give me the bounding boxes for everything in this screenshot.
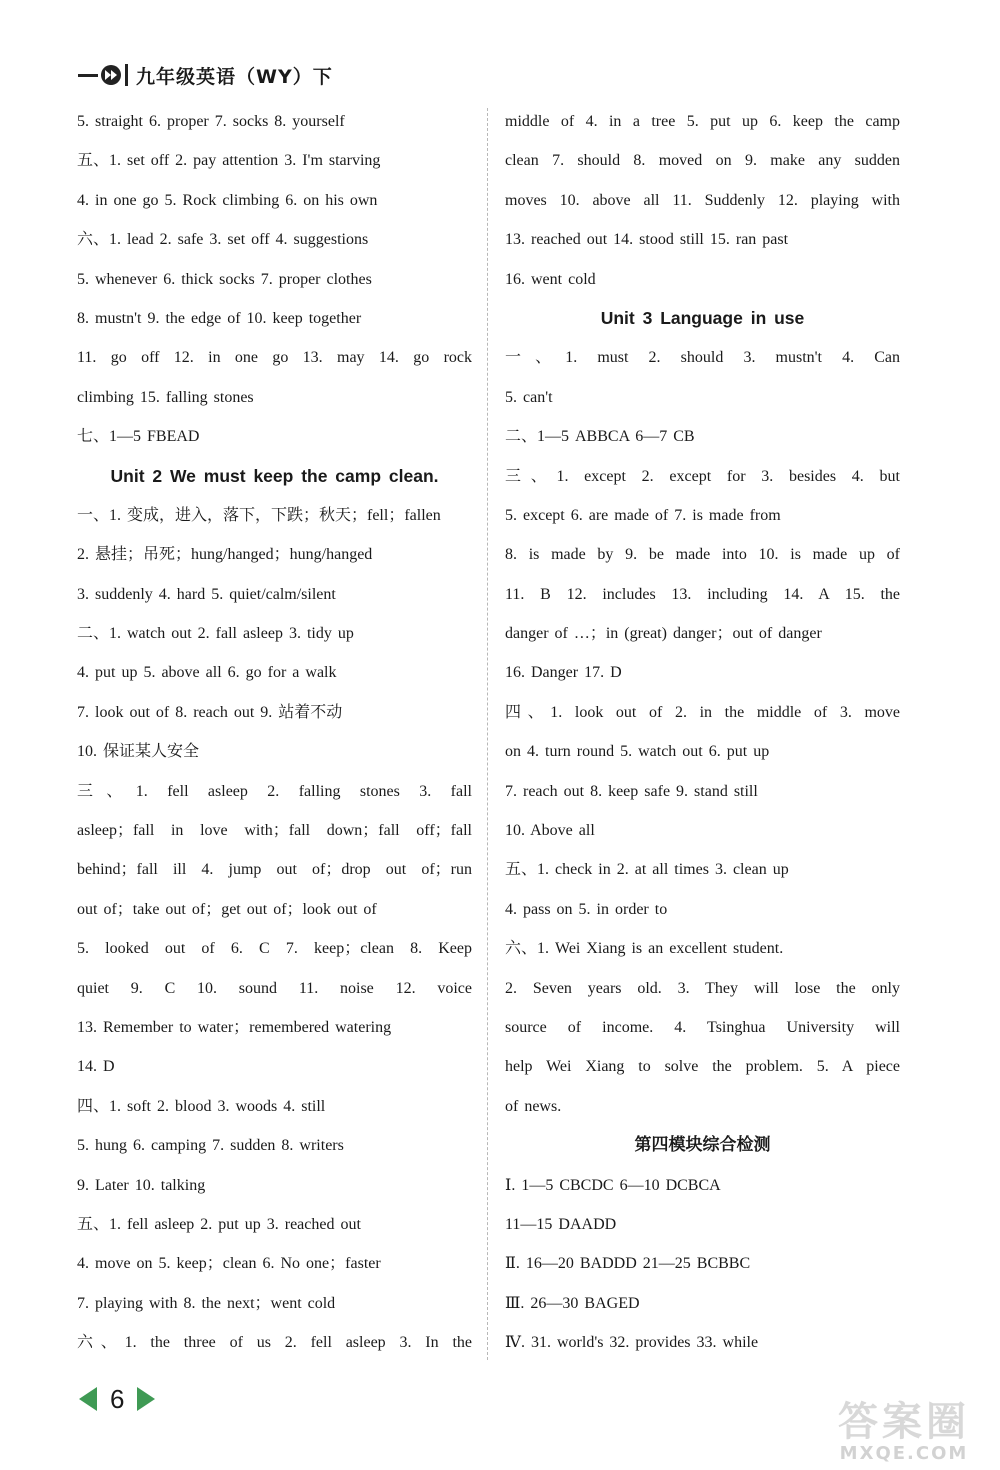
answer-line: moves 10. above all 11. Suddenly 12. playing with: [505, 191, 900, 209]
answer-line: 二、1. watch out 2. fall asleep 3. tidy up: [77, 625, 354, 643]
page-number: 6: [110, 1383, 125, 1414]
answer-line: 7. look out of 8. reach out 9. 站着不动: [77, 703, 343, 721]
answer-line: 5. hung 6. camping 7. sudden 8. writers: [77, 1137, 344, 1155]
answer-line: 五、1. set off 2. pay attention 3. I'm starving: [77, 152, 381, 170]
answer-line: 5. whenever 6. thick socks 7. proper clothes: [77, 270, 372, 288]
fast-forward-icon: [100, 64, 122, 86]
answer-line: 13. reached out 14. stood still 15. ran past: [505, 231, 789, 249]
section-heading: Unit 3 Language in use: [600, 307, 805, 328]
answer-line: quiet 9. C 10. sound 11. noise 12. voice: [77, 979, 472, 997]
answer-line: source of income. 4. Tsinghua University will: [505, 1018, 900, 1036]
answer-line: 2. Seven years old. 3. They will lose the only: [505, 979, 900, 997]
answer-line: out of；take out of；get out of；look out of: [77, 900, 377, 918]
answer-line: 三、1. fell asleep 2. falling stones 3. fall: [77, 782, 472, 800]
answer-line: 二、1—5 ABBCA 6—7 CB: [505, 428, 695, 446]
answer-line: 七、1—5 FBEAD: [77, 428, 200, 446]
answer-line: clean 7. should 8. moved on 9. make any sudden: [505, 152, 900, 170]
answer-line: Ⅲ. 26—30 BAGED: [505, 1294, 640, 1312]
answer-line: 14. D: [77, 1058, 115, 1076]
answer-line: 11—15 DAADD: [505, 1215, 617, 1233]
answer-line: 10. Above all: [505, 822, 595, 840]
answer-line: Ⅰ. 1—5 CBCDC 6—10 DCBCA: [505, 1176, 721, 1194]
answer-line: 四、1. soft 2. blood 3. woods 4. still: [77, 1097, 326, 1115]
answer-line: 11. go off 12. in one go 13. may 14. go rock: [77, 349, 472, 367]
answer-line: 4. pass on 5. in order to: [505, 900, 668, 918]
answer-line: on 4. turn round 5. watch out 6. put up: [505, 743, 770, 761]
page-footer: [78, 1381, 156, 1417]
answer-line: 4. in one go 5. Rock climbing 6. on his own: [77, 191, 378, 209]
answer-line: 13. Remember to water；remembered watering: [77, 1018, 392, 1036]
answer-line: 五、1. fell asleep 2. put up 3. reached out: [77, 1215, 361, 1233]
answer-line: 8. is made by 9. be made into 10. is made up of: [505, 546, 900, 564]
answer-line: 六、1. Wei Xiang is an excellent student.: [505, 940, 784, 958]
answer-line: 5. except 6. are made of 7. is made from: [505, 506, 781, 524]
arrow-left-icon: [78, 1386, 98, 1412]
answer-line: 五、1. check in 2. at all times 3. clean up: [505, 861, 789, 879]
answer-line: 4. put up 5. above all 6. go for a walk: [77, 664, 337, 682]
answer-line: climbing 15. falling stones: [77, 388, 254, 406]
answer-line: 六、1. the three of us 2. fell asleep 3. In the: [77, 1334, 472, 1352]
answer-line: 4. move on 5. keep；clean 6. No one；faster: [77, 1255, 381, 1273]
right-column: [505, 102, 900, 1363]
answer-line: 16. Danger 17. D: [505, 664, 622, 682]
answer-line: Ⅱ. 16—20 BADDD 21—25 BCBBC: [505, 1255, 751, 1273]
answer-line: 7. reach out 8. keep safe 9. stand still: [505, 782, 758, 800]
page-header: [78, 58, 333, 92]
answer-line: danger of …；in (great) danger；out of danger: [505, 625, 822, 643]
watermark-url: MXQE.COM: [839, 1443, 969, 1464]
answer-line: 5. straight 6. proper 7. socks 8. yourself: [77, 113, 345, 130]
left-column: [77, 102, 472, 1363]
answer-line: 一、1. must 2. should 3. mustn't 4. Can: [505, 349, 900, 367]
answer-line: middle of 4. in a tree 5. put up 6. keep the camp: [505, 113, 900, 130]
answer-line: 11. B 12. includes 13. including 14. A 15. the: [505, 585, 900, 603]
answer-line: 3. suddenly 4. hard 5. quiet/calm/silent: [77, 585, 336, 603]
answer-line: 六、1. lead 2. safe 3. set off 4. suggestions: [77, 231, 369, 249]
answer-line: 5. can't: [505, 388, 553, 406]
arrow-right-icon: [136, 1386, 156, 1412]
answer-line: Ⅳ. 31. world's 32. provides 33. while: [505, 1334, 759, 1352]
section-heading: 第四模块综合检测: [634, 1135, 771, 1156]
header-dash: [78, 74, 98, 77]
answer-line: 5. looked out of 6. C 7. keep；clean 8. Keep: [77, 940, 472, 958]
answer-line: 16. went cold: [505, 270, 596, 288]
watermark: [838, 1390, 970, 1464]
watermark-logo-text: 答案圈: [838, 1399, 970, 1445]
answer-line: help Wei Xiang to solve the problem. 5. A piece: [505, 1058, 900, 1076]
section-heading: Unit 2 We must keep the camp clean.: [110, 465, 439, 486]
answer-line: 四、1. look out of 2. in the middle of 3. move: [505, 703, 900, 721]
page-title: 九年级英语（WY）下: [136, 65, 333, 88]
answer-line: 7. playing with 8. the next；went cold: [77, 1294, 336, 1312]
answer-line: behind；fall ill 4. jump out of；drop out of；run: [77, 861, 472, 879]
answer-line: 2. 悬挂；吊死；hung/hanged；hung/hanged: [77, 546, 373, 564]
answer-line: of news.: [505, 1097, 562, 1115]
answer-line: 10. 保证某人安全: [77, 743, 200, 761]
answer-line: 一、1. 变成，进入，落下，下跌；秋天；fell；fallen: [77, 506, 441, 524]
answer-line: asleep；fall in love with；fall down；fall off；fall: [77, 822, 472, 840]
header-bar: [125, 64, 128, 86]
answer-line: 8. mustn't 9. the edge of 10. keep together: [77, 309, 362, 327]
column-divider: [487, 108, 488, 1360]
answer-line: 9. Later 10. talking: [77, 1176, 206, 1194]
answer-line: 三、1. except 2. except for 3. besides 4. but: [505, 467, 900, 485]
